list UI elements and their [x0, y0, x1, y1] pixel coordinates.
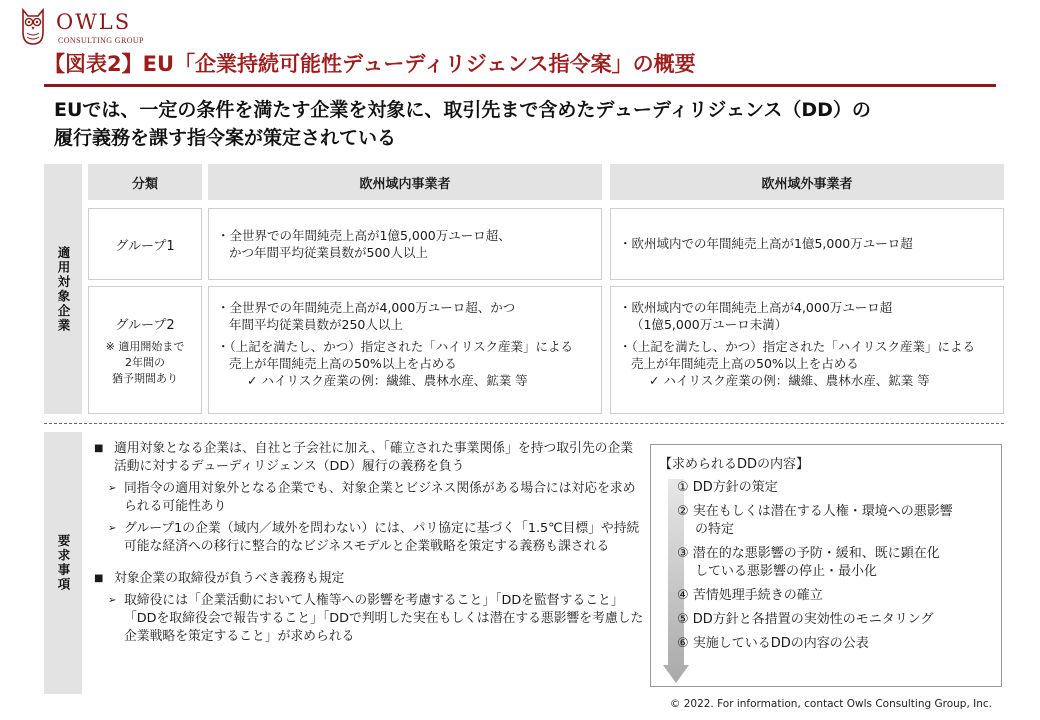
group2-inside-b2-line-2: 売上が年間純売上高の50%以上を占める — [229, 356, 457, 371]
arrow-bullet-icon: ➢ — [108, 523, 117, 534]
dd-item-2 — [677, 503, 997, 539]
dd-item-3-line-2: している悪影響の停止・最小化 — [695, 564, 878, 579]
requirement-bullet-1-prefix: 適用 — [114, 441, 140, 456]
group2-label — [88, 286, 202, 414]
group1-outside-line-1: ・欧州域内での年間純売上高が1億5,000万ユーロ超 — [619, 236, 913, 251]
requirement-sub-3-text: 取締役には「企業活動において人権等への影響を考慮すること」「DDを監督すること」「DDを取締役会で報告すること」「DDで判明した実在もしくは潜在する悪影響を考慮した企業戦略を策定すること」が求められる — [124, 593, 644, 644]
group2-note-line-1: ※ 適用開始まで — [105, 339, 185, 353]
owl-icon — [16, 6, 50, 46]
requirement-sub-2 — [94, 520, 644, 556]
requirement-bullet-1-text: 対象となる企業は、自社と子会社に加え、「確立された事業関係」を持つ取引先の企業活動に対するデューディリジェンス（DD）履行の義務を負う — [114, 441, 634, 474]
section-divider — [44, 423, 1004, 424]
dd-box-title: 【求められるDDの内容】 — [659, 457, 810, 472]
square-bullet-icon: ■ — [94, 443, 104, 454]
company-logo — [16, 6, 156, 50]
dd-item-2-line-1: ② 実在もしくは潜在する人権・環境への悪影響 — [677, 504, 953, 519]
square-bullet-icon: ■ — [94, 573, 104, 584]
dd-item-3-line-1: ③ 潜在的な悪影響の予防・緩和、既に顕在化 — [677, 546, 940, 561]
group2-outside-b1-line-1: ・欧州域内での年間純売上高が4,000万ユーロ超 — [619, 300, 893, 315]
group1-inside-line-1: ・全世界での年間純売上高が1億5,000万ユーロ超、 — [217, 228, 511, 243]
dd-item-list — [677, 479, 997, 659]
dd-content-box — [650, 444, 1002, 687]
group2-outside-b2-line-1: ・（上記を満たし、かつ）指定された「ハイリスク産業」による — [619, 339, 976, 354]
dd-item-1 — [677, 479, 997, 497]
group1-inside-line-2: かつ年間平均従業員数が500人以上 — [229, 245, 428, 260]
dd-item-3 — [677, 545, 997, 581]
title-underline — [44, 84, 996, 87]
dd-item-4 — [677, 587, 997, 605]
group2-outside-cell — [610, 286, 1004, 414]
group2-inside-check: ✓ ハイリスク産業の例：繊維、農林水産、鉱業 等 — [247, 373, 528, 388]
header-eu-internal: 欧州域内事業者 — [208, 164, 602, 200]
requirement-bullet-1 — [94, 440, 644, 476]
group2-outside-b1-line-2: （1億5,000万ユーロ未満） — [631, 317, 788, 332]
dd-item-1-line-1: ① DD方針の策定 — [677, 480, 778, 495]
section-label-target-companies — [44, 164, 82, 414]
header-category: 分類 — [88, 164, 202, 200]
requirement-sub-3 — [94, 592, 644, 646]
requirement-sub-2-text: グループ1の企業（域内／域外を問わない）には、パリ協定に基づく「1.5℃目標」や持続可能な経済への移行に整合的なビジネスモデルと企業戦略を策定する義務も課される — [124, 521, 640, 554]
requirements-label-text: 要求事項 — [56, 534, 71, 592]
dd-item-6 — [677, 635, 997, 653]
lead-text — [54, 96, 1004, 152]
dd-item-6-line-1: ⑥ 実施しているDDの内容の公表 — [677, 636, 869, 651]
dd-item-2-line-2: の特定 — [695, 522, 735, 537]
lead-line-1: EUでは、一定の条件を満たす企業を対象に、取引先まで含めたデューディリジェンス（DD）の — [54, 99, 871, 121]
group2-outside-b2-line-2: 売上が年間純売上高の50%以上を占める — [631, 356, 859, 371]
header-eu-external: 欧州域外事業者 — [610, 164, 1004, 200]
requirement-bullet-2-text: 対象企業の取締役が負うべき義務も規定 — [114, 571, 345, 586]
requirement-sub-1 — [94, 480, 644, 516]
dd-item-4-line-1: ④ 苦情処理手続きの確立 — [677, 588, 823, 603]
group1-label — [88, 208, 202, 280]
section-label-text: 適用対象企業 — [56, 245, 71, 333]
requirement-bullet-2 — [94, 570, 644, 588]
logo-subtitle: CONSULTING GROUP — [58, 36, 144, 45]
lead-line-2: 履行義務を課す指令案が策定されている — [54, 127, 397, 149]
group2-inside-b2-line-1: ・（上記を満たし、かつ）指定された「ハイリスク産業」による — [217, 339, 574, 354]
arrow-bullet-icon: ➢ — [108, 483, 117, 494]
group2-note-line-2: 2年間の — [125, 355, 165, 369]
requirement-sub-1-text: 同指令の適用対象外となる企業でも、対象企業とビジネス関係がある場合には対応を求められる可能性あり — [124, 481, 636, 514]
arrow-bullet-icon: ➢ — [108, 595, 117, 606]
copyright-footer: © 2022. For information, contact Owls Consulting Group, Inc. — [669, 698, 992, 710]
page-title: 【図表2】EU「企業持続可能性デューディリジェンス指令案」の概要 — [44, 52, 696, 76]
group2-inside-b1-line-2: 年間平均従業員数が250人以上 — [229, 317, 403, 332]
dd-item-5-line-1: ⑤ DD方針と各措置の実効性のモニタリング — [677, 612, 934, 627]
group2-inside-cell — [208, 286, 602, 414]
group2-outside-check: ✓ ハイリスク産業の例：繊維、農林水産、鉱業 等 — [649, 373, 930, 388]
logo-name: OWLS — [56, 10, 132, 34]
group2-inside-b1-line-1: ・全世界での年間純売上高が4,000万ユーロ超、かつ — [217, 300, 516, 315]
group1-outside-cell — [610, 208, 1004, 280]
dd-item-5 — [677, 611, 997, 629]
group2-note-line-3: 猶予期間あり — [112, 371, 178, 385]
group2-label-text: グループ2 — [115, 317, 175, 333]
requirements-text — [94, 440, 644, 646]
group1-label-text: グループ1 — [115, 238, 175, 254]
group2-note — [106, 339, 185, 387]
group1-inside-cell — [208, 208, 602, 280]
section-label-requirements — [44, 432, 82, 694]
